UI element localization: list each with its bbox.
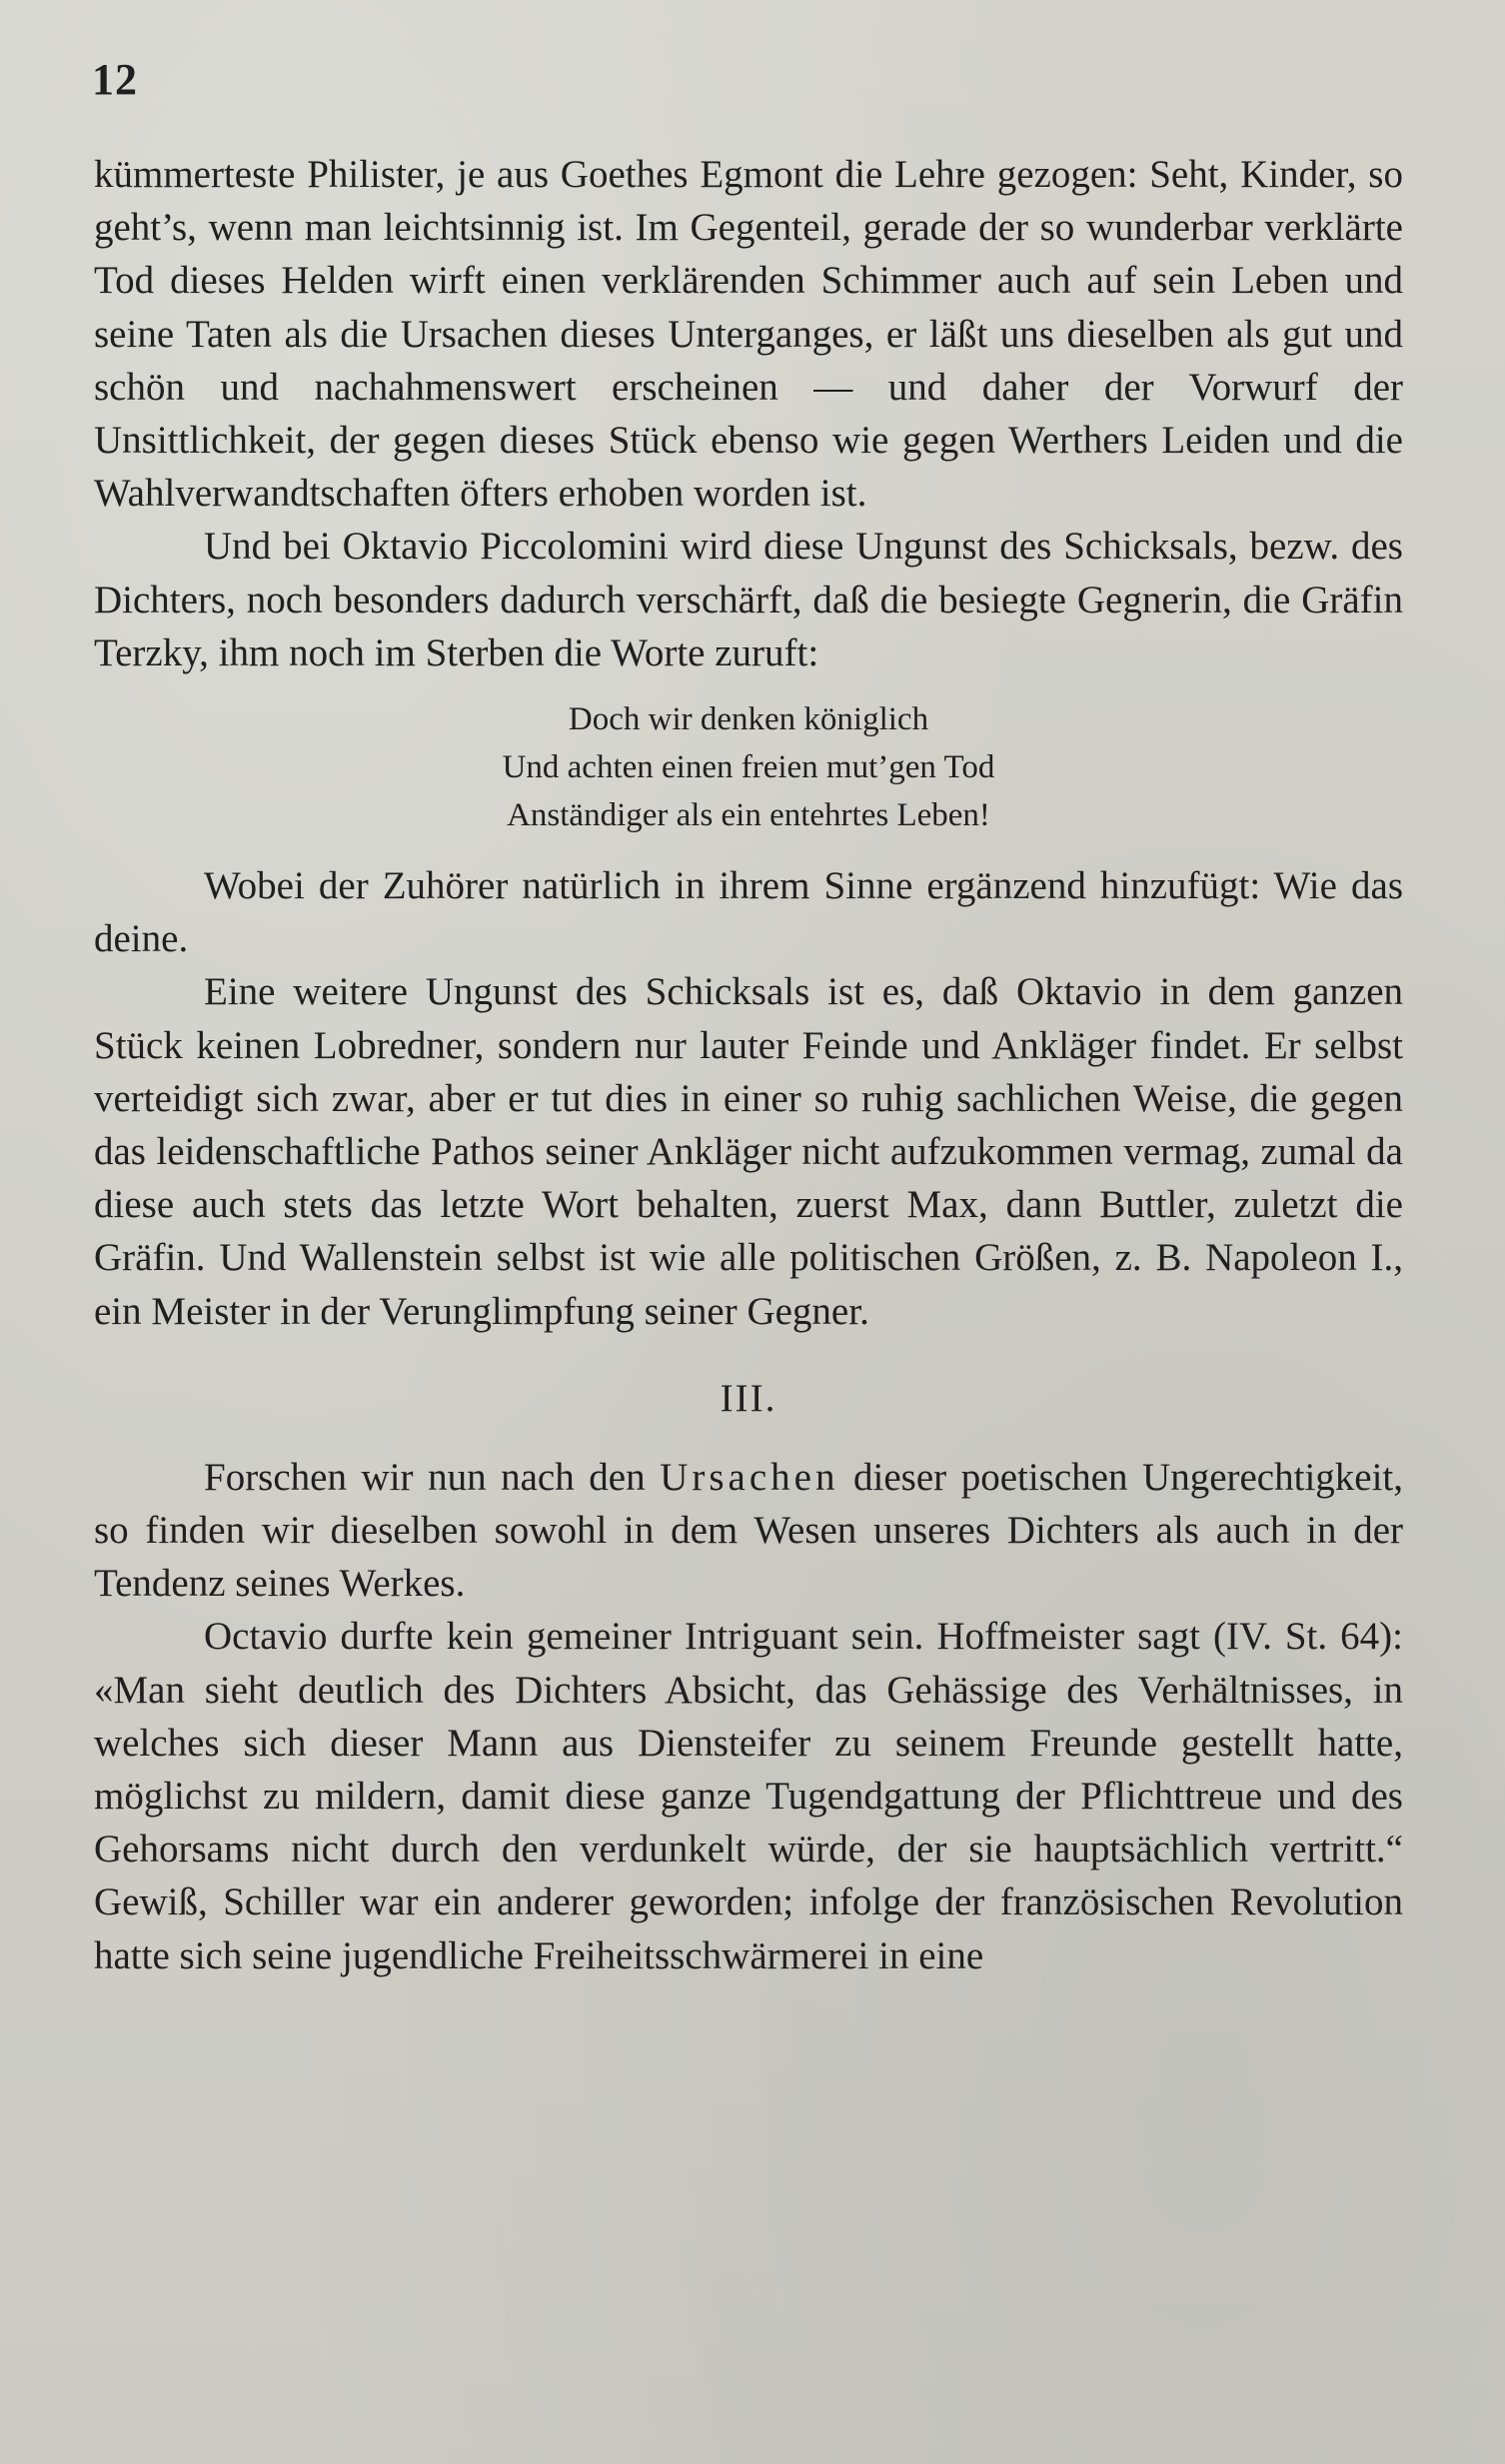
paragraph-1: kümmerteste Philister, je aus Goethes Egmont die Lehre gezogen: Seht, Kinder, so geht’s, wenn man leichtsinnig ist. Im Gegenteil, gerade der so wunderbar verklärte Tod dieses Helden wirft einen verklärenden Schimmer auch auf sein Leben und seine Taten als die Ursachen dieses Unterganges, er läßt uns dieselben als gut und schön und nachahmenswert erscheinen — und daher der Vorwurf der Unsittlichkeit, der gegen dieses Stück ebenso wie gegen Werthers Leiden und die Wahlverwandtschaften öfters erhoben worden ist. xyxy=(94,153,1403,516)
paragraph-5-start: Forschen wir nun nach den xyxy=(204,1455,646,1499)
paragraph-5 xyxy=(94,1451,1403,1611)
quote-line-3: Anständiger als ein entehrtes Leben! xyxy=(507,797,990,834)
paragraph-5-end: dieser poetischen Ungerechtigkeit, so finden wir dieselben sowohl in dem Wesen unseres Dichters als auch in der Tendenz seines Werkes. xyxy=(94,1455,1404,1606)
paragraph-4: Eine weitere Ungunst des Schicksals ist es, daß Oktavio in dem ganzen Stück keinen Lobredner, sondern nur lauter Feinde und Ankläger findet. Er selbst verteidigt sich zwar, aber er tut dies in einer so ruhig sachlichen Weise, die gegen das leidenschaftliche Pathos seiner Ankläger nicht aufzukommen vermag, zumal da diese auch stets das letzte Wort behalten, zuerst Max, dann Buttler, zuletzt die Gräfin. Und Wallenstein selbst ist wie alle politischen Größen, z. B. Napoleon I., ein Meister in der Verunglimpfung seiner Gegner. xyxy=(94,970,1403,1333)
section-heading: III. xyxy=(720,1376,777,1420)
quote-line-2: Und achten einen freien mut’gen Tod xyxy=(502,749,995,786)
page-body xyxy=(94,148,1403,1982)
paragraph-6: Octavio durfte kein gemeiner Intriguant sein. Hoffmeister sagt (IV. St. 64): «Man sieht deutlich des Dichters Absicht, das Gehässige des Verhältnisses, in welches sich dieser Mann aus Diensteifer zu seinem Freunde gestellt hatte, möglichst zu mildern, damit diese ganze Tugendgattung der Pflichttreue und des Gehorsams nicht durch den verdunkelt würde, der sie hauptsächlich vertritt.“ Gewiß, Schiller war ein anderer geworden; infolge der französischen Revolution hatte sich seine jugendliche Freiheitsschwärmerei in eine xyxy=(94,1615,1403,1977)
verse-quote xyxy=(94,695,1403,839)
paragraph-3: Wobei der Zuhörer natürlich in ihrem Sinne ergänzend hinzufügt: Wie das deine. xyxy=(94,864,1403,961)
page-number: 12 xyxy=(92,55,138,104)
quote-line-1: Doch wir denken königlich xyxy=(568,701,929,738)
paragraph-5-emphasis: Ursachen xyxy=(660,1455,839,1499)
paragraph-2: Und bei Oktavio Piccolomini wird diese Ungunst des Schicksals, bezw. des Dichters, noch besonders dadurch verschärft, daß die besiegte Gegnerin, die Gräfin Terzky, ihm noch im Sterben die Worte zuruft: xyxy=(94,525,1403,674)
